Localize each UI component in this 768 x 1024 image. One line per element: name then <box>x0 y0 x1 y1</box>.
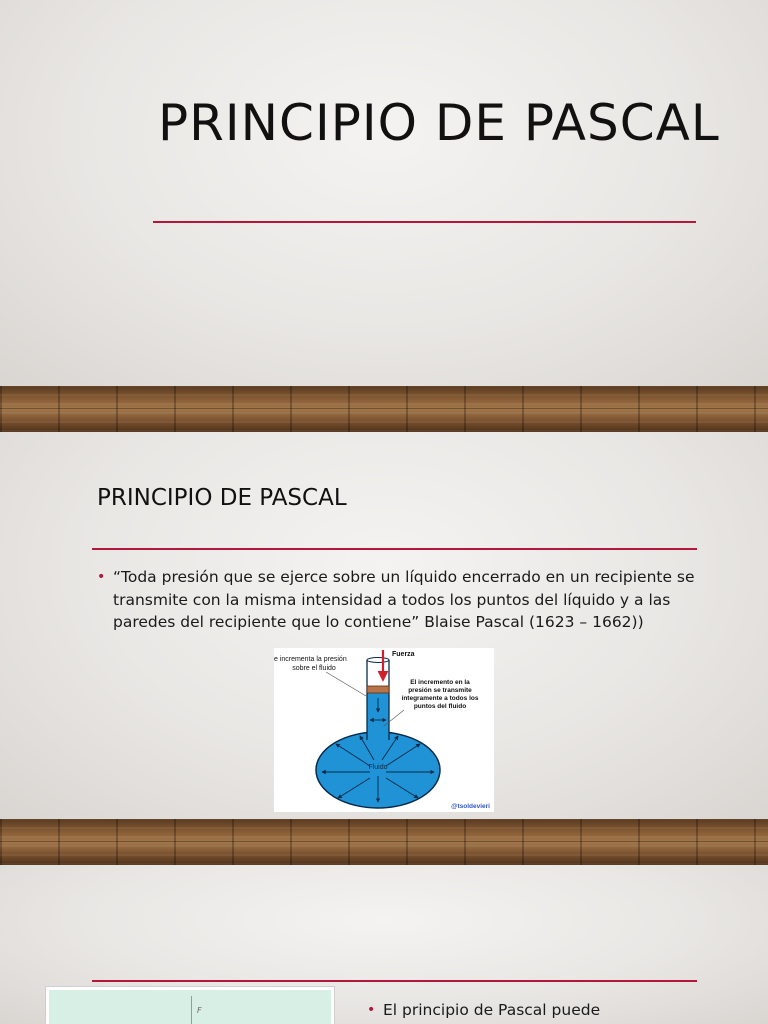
slide-title-heading: PRINCIPIO DE PASCAL <box>158 94 720 152</box>
wood-floor-divider <box>0 386 768 432</box>
application-bullet: • El principio de Pascal puede <box>383 999 743 1022</box>
definition-bullet: • “Toda presión que se ejerce sobre un líquido encerrado en un recipiente se transmite con la misma intensidad a todos los puntos del líquido y a las paredes del recipiente que lo contiene” Blaise Pascal (1623 – 1662)) <box>113 566 703 634</box>
press-diagram <box>46 987 334 1024</box>
accent-rule <box>92 980 697 982</box>
slide-definition <box>0 432 768 819</box>
label-right-3: íntegramente a todos los <box>401 695 479 702</box>
force-label: F <box>197 1006 202 1015</box>
wood-floor-divider <box>0 819 768 865</box>
label-right-4: puntos del fluido <box>413 703 467 710</box>
pascal-diagram <box>274 648 494 812</box>
accent-rule <box>153 221 696 223</box>
label-right-1: El incremento en la <box>410 679 470 686</box>
slide-application <box>0 865 768 1024</box>
label-right-2: presión se transmite <box>408 687 472 694</box>
label-left-2: sobre el fluido <box>292 665 336 672</box>
label-fluid: Fluido <box>368 764 388 771</box>
accent-rule <box>92 548 697 550</box>
slide-title <box>0 0 768 386</box>
pascal-diagram-svg <box>274 648 494 812</box>
slide-heading: PRINCIPIO DE PASCAL <box>97 485 347 511</box>
figure-credit: @tsoldevieri <box>451 803 490 810</box>
force-line-icon <box>191 996 192 1024</box>
label-force: Fuerza <box>392 651 415 658</box>
label-left-1: Se incrementa la presión <box>274 656 347 663</box>
piston <box>367 686 389 693</box>
